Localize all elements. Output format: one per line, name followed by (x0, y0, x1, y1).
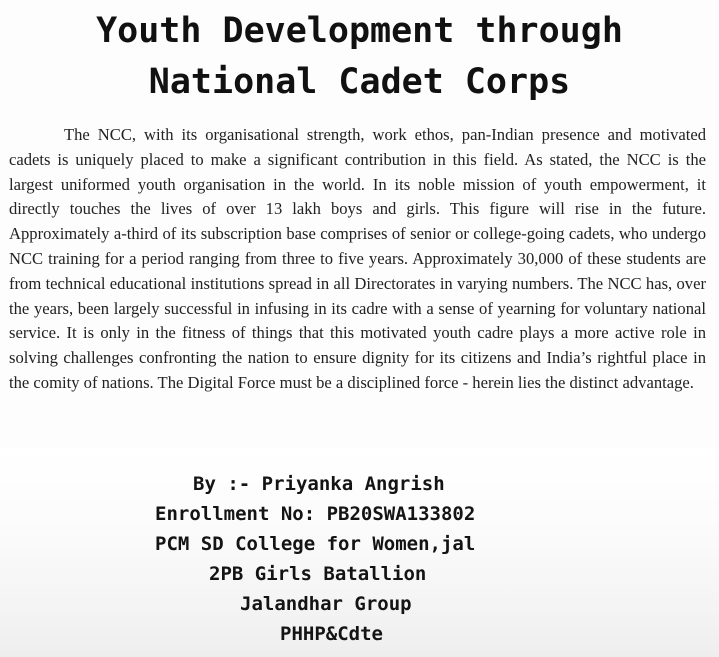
battalion-line: 2PB Girls Batallion (209, 563, 427, 585)
document-title (0, 6, 719, 108)
unit-line: PHHP&Cdte (280, 623, 383, 645)
author-line: By :- Priyanka Angrish (193, 473, 445, 495)
title-line-1: Youth Development through (96, 11, 623, 51)
enrollment-line: Enrollment No: PB20SWA133802 (155, 503, 476, 525)
college-line: PCM SD College for Women,jal (155, 533, 476, 555)
body-paragraph: The NCC, with its organisational strength, work ethos, pan-Indian presence and motivated cadets is uniquely placed to make a significant contribution in this field. As stated, the NCC is the largest uniformed youth organisation in the world. In its noble mission of youth empowerment, it directly touches the lives of over 13 lakh boys and girls. This figure will rise in the future. Approximately a-third of its subscription base comprises of senior or college-going cadets, who undergo NCC training for a period ranging from three to five years. Approximately 30,000 of these students are from technical educational institutions spread in all Directorates in varying numbers. The NCC has, over the years, been largely successful in infusing in its cadre with a sense of yearning for voluntary national service. It is only in the fitness of things that this motivated youth cadre plays a more active role in solving challenges confronting the nation to ensure dignity for its citizens and India’s rightful place in the comity of nations. The Digital Force must be a disciplined force - herein lies the distinct advantage. (9, 125, 706, 392)
group-line: Jalandhar Group (240, 593, 412, 615)
title-line-2: National Cadet Corps (148, 62, 571, 102)
author-credits (0, 469, 719, 649)
